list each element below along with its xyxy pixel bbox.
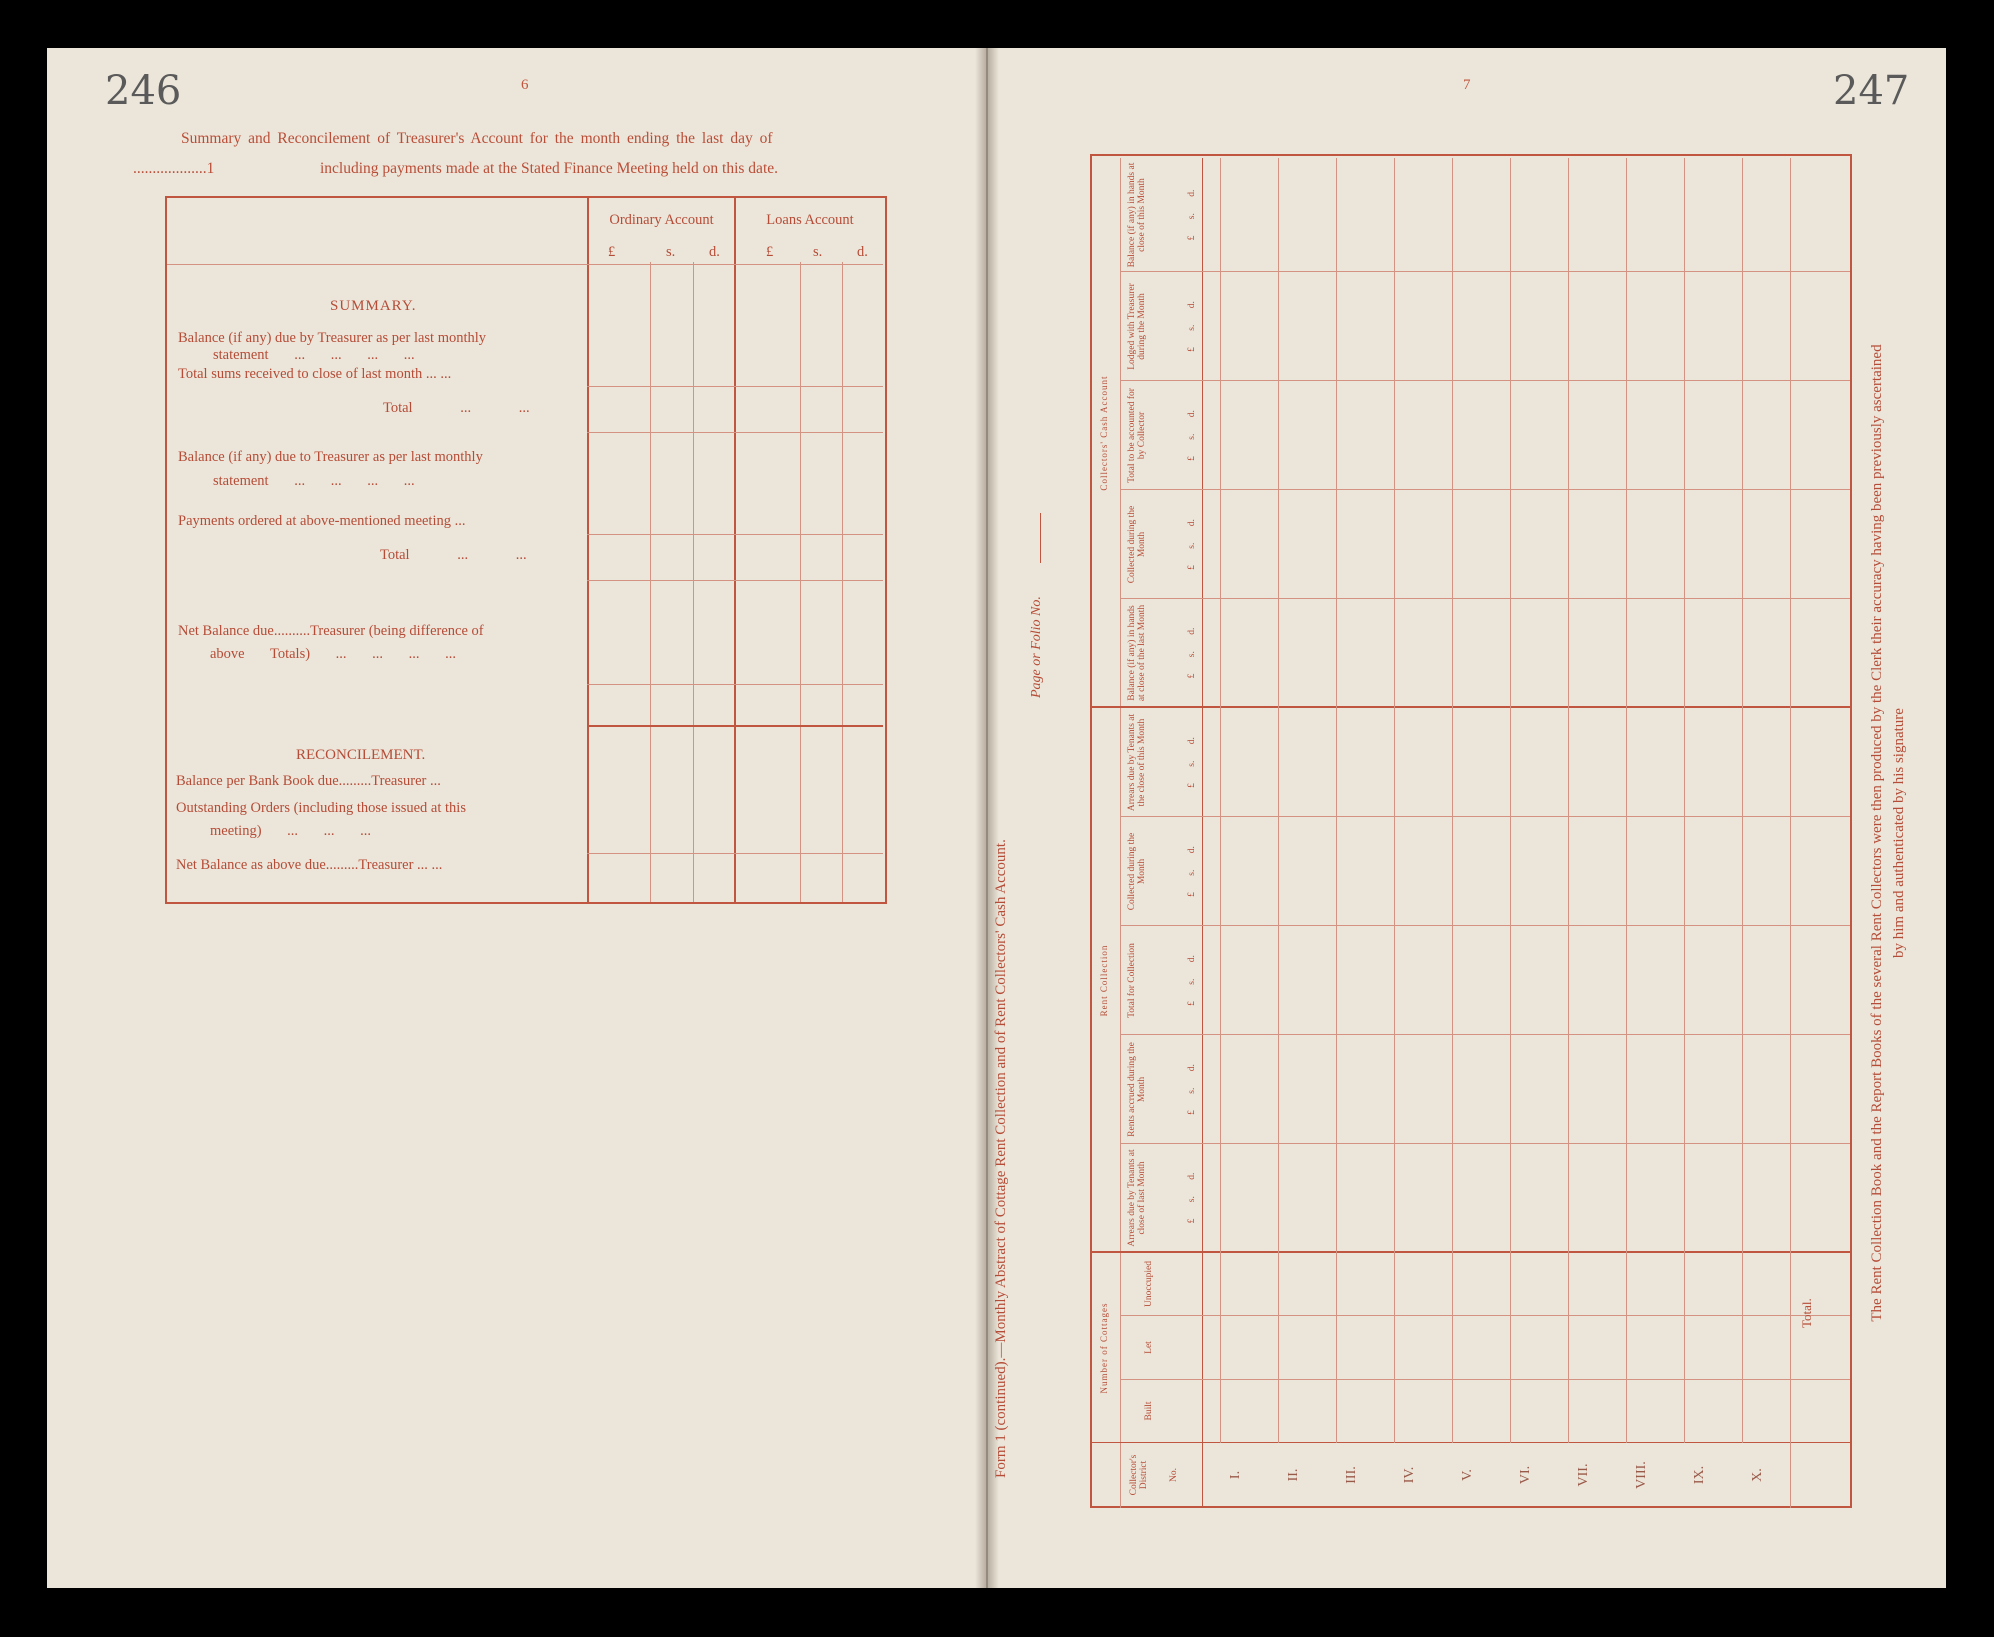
row-rule bbox=[587, 684, 883, 685]
cash-col-header: Balance (if any) in hands at close of the last Month bbox=[1127, 604, 1147, 702]
cash-col-header: Lodged with Treasurer during the Month bbox=[1127, 283, 1147, 370]
let-header: Let bbox=[1144, 1341, 1154, 1354]
district-row: VIII. bbox=[1634, 1461, 1649, 1489]
folio-label: Page or Folio No. bbox=[1029, 596, 1044, 698]
group-rent: Rent Collection bbox=[1099, 944, 1109, 1017]
summary-row: Balance (if any) due to Treasurer as per last monthly bbox=[178, 449, 483, 465]
data-row-rule bbox=[1510, 158, 1511, 1443]
table-divider bbox=[734, 196, 736, 902]
form-page-number-left: 6 bbox=[521, 77, 529, 93]
total-row: Total ... ... bbox=[383, 400, 530, 416]
col-line bbox=[1120, 925, 1850, 926]
col-line bbox=[1120, 1315, 1850, 1316]
district-header: Collector's District bbox=[1129, 1454, 1149, 1496]
lsd-label: £ s. d. bbox=[1187, 1064, 1197, 1115]
data-row-rule bbox=[1626, 158, 1627, 1443]
left-heading-prefix: ...................1 bbox=[133, 160, 215, 177]
shilling-header: s. bbox=[813, 244, 823, 260]
group-divider bbox=[1090, 706, 1850, 708]
recon-row: meeting) ... ... ... bbox=[210, 823, 372, 839]
lsd-label: £ s. d. bbox=[1187, 955, 1197, 1006]
left-heading-line1: Summary and Reconcilement of Treasurer's Account for the month ending the last day of bbox=[181, 130, 773, 147]
pence-header: d. bbox=[857, 244, 868, 260]
group-cash: Collectors' Cash Account bbox=[1099, 375, 1109, 491]
data-row-rule bbox=[1220, 158, 1221, 1443]
data-row-rule bbox=[1684, 158, 1685, 1443]
col-line bbox=[1120, 489, 1850, 490]
data-row-rule bbox=[1278, 158, 1279, 1443]
district-row: I. bbox=[1228, 1470, 1243, 1480]
data-row-rule bbox=[1336, 158, 1337, 1443]
rent-col-header: Arrears due by Tenants at the close of this Month bbox=[1127, 713, 1147, 812]
row-rule bbox=[587, 580, 883, 581]
left-heading-line2: including payments made at the Stated Finance Meeting held on this date. bbox=[320, 160, 778, 177]
pence-header: d. bbox=[709, 244, 720, 260]
summary-row: Total sums received to close of last month ... ... bbox=[178, 366, 452, 382]
ordinary-account-header: Ordinary Account bbox=[609, 212, 714, 228]
summary-row: Payments ordered at above-mentioned meeting ... bbox=[178, 513, 466, 529]
col-line bbox=[1120, 1143, 1850, 1144]
district-row: IX. bbox=[1692, 1465, 1707, 1485]
lsd-label: £ s. d. bbox=[1187, 189, 1197, 241]
district-row: V. bbox=[1460, 1469, 1475, 1481]
header-rule bbox=[167, 264, 883, 265]
form-page-number-right: 7 bbox=[1463, 77, 1471, 93]
header-rule bbox=[1202, 158, 1203, 1508]
shilling-header: s. bbox=[666, 244, 676, 260]
summary-title: SUMMARY. bbox=[330, 298, 417, 314]
lsd-label: £ s. d. bbox=[1187, 519, 1197, 570]
form-title: Form 1 (continued).—Monthly Abstract of Cottage Rent Collection and of Rent Collectors' Cash Account. bbox=[993, 839, 1009, 1478]
recon-row: Net Balance as above due.........Treasurer ... ... bbox=[176, 857, 443, 873]
row-rule-thick bbox=[587, 725, 883, 727]
row-rule bbox=[587, 386, 883, 387]
data-row-rule bbox=[1568, 158, 1569, 1443]
total-row: Total ... ... bbox=[380, 547, 527, 563]
lsd-label: £ s. d. bbox=[1187, 301, 1197, 352]
summary-row: above Totals) ... ... ... ... bbox=[210, 646, 457, 662]
cash-col-header: Collected during the Month bbox=[1127, 505, 1147, 584]
footnote-line2: by him and authenticated by his signature bbox=[1891, 708, 1907, 958]
summary-row: Balance (if any) due by Treasurer as per last monthly bbox=[178, 330, 487, 346]
lsd-label: £ s. d. bbox=[1187, 737, 1197, 788]
total-label: Total. bbox=[1799, 1298, 1814, 1328]
recon-row: Outstanding Orders (including those issued at this bbox=[176, 800, 466, 816]
pound-header: £ bbox=[608, 244, 616, 260]
summary-row: Net Balance due..........Treasurer (being difference of bbox=[178, 623, 484, 639]
lsd-label: £ s. d. bbox=[1187, 1172, 1197, 1224]
page-number-right: 247 bbox=[1833, 68, 1910, 114]
page-number-left: 246 bbox=[105, 68, 182, 114]
recon-row: Balance per Bank Book due.........Treasurer ... bbox=[176, 773, 441, 789]
reconcilement-title: RECONCILEMENT. bbox=[296, 747, 426, 763]
col-line bbox=[1120, 380, 1850, 381]
summary-row: statement ... ... ... ... bbox=[213, 347, 415, 363]
folio-blank bbox=[1040, 513, 1041, 563]
col-line bbox=[1120, 1034, 1850, 1035]
col-line bbox=[1120, 271, 1850, 272]
col-line bbox=[1120, 816, 1850, 817]
group-divider bbox=[1090, 1442, 1850, 1443]
district-row: II. bbox=[1286, 1468, 1301, 1482]
col-line bbox=[693, 262, 694, 902]
rent-col-header: Rents accrued during the Month bbox=[1127, 1042, 1147, 1137]
row-rule bbox=[587, 534, 883, 535]
district-row: X. bbox=[1750, 1468, 1765, 1482]
loans-account-header: Loans Account bbox=[766, 212, 854, 228]
data-row-rule bbox=[1452, 158, 1453, 1443]
group-cottages: Number of Cottages bbox=[1099, 1302, 1109, 1394]
col-line bbox=[1120, 598, 1850, 599]
district-row: VII. bbox=[1576, 1463, 1591, 1487]
data-row-rule bbox=[1742, 158, 1743, 1443]
data-row-rule bbox=[1394, 158, 1395, 1443]
rent-abstract-form bbox=[993, 158, 1907, 1508]
unoccupied-header: Unoccupied bbox=[1144, 1261, 1154, 1307]
row-rule bbox=[587, 853, 883, 854]
total-rule bbox=[1790, 158, 1791, 1508]
lsd-label: £ s. d. bbox=[1187, 627, 1197, 679]
col-line bbox=[800, 262, 801, 902]
cash-col-header: Balance (if any) in hands at close of this Month bbox=[1127, 162, 1147, 268]
rent-col-header: Collected during the Month bbox=[1127, 832, 1147, 911]
row-rule bbox=[587, 432, 883, 433]
footnote-line1: The Rent Collection Book and the Report Books of the several Rent Collectors were then produced by the Clerk their accuracy having been previously ascertained bbox=[1869, 344, 1885, 1322]
rent-col-header: Total for Collection bbox=[1127, 943, 1137, 1018]
summary-row: statement ... ... ... ... bbox=[213, 473, 415, 489]
table-divider bbox=[587, 196, 589, 902]
rent-col-header: Arrears due by Tenants at close of last Month bbox=[1127, 1149, 1147, 1247]
group-divider bbox=[1090, 1251, 1850, 1253]
lsd-label: £ s. d. bbox=[1187, 410, 1197, 461]
col-line bbox=[650, 262, 651, 902]
built-header: Built bbox=[1144, 1401, 1154, 1421]
abstract-table bbox=[1090, 154, 1852, 1508]
no-header: No. bbox=[1169, 1468, 1179, 1482]
col-line bbox=[842, 262, 843, 902]
col-line bbox=[1120, 1379, 1850, 1380]
cash-col-header: Total to be accounted for by Collector bbox=[1127, 388, 1147, 483]
pound-header: £ bbox=[766, 244, 774, 260]
group-rule bbox=[1120, 158, 1121, 1508]
district-row: IV. bbox=[1402, 1466, 1417, 1484]
district-row: VI. bbox=[1518, 1465, 1533, 1485]
lsd-label: £ s. d. bbox=[1187, 846, 1197, 897]
district-row: III. bbox=[1344, 1466, 1359, 1484]
